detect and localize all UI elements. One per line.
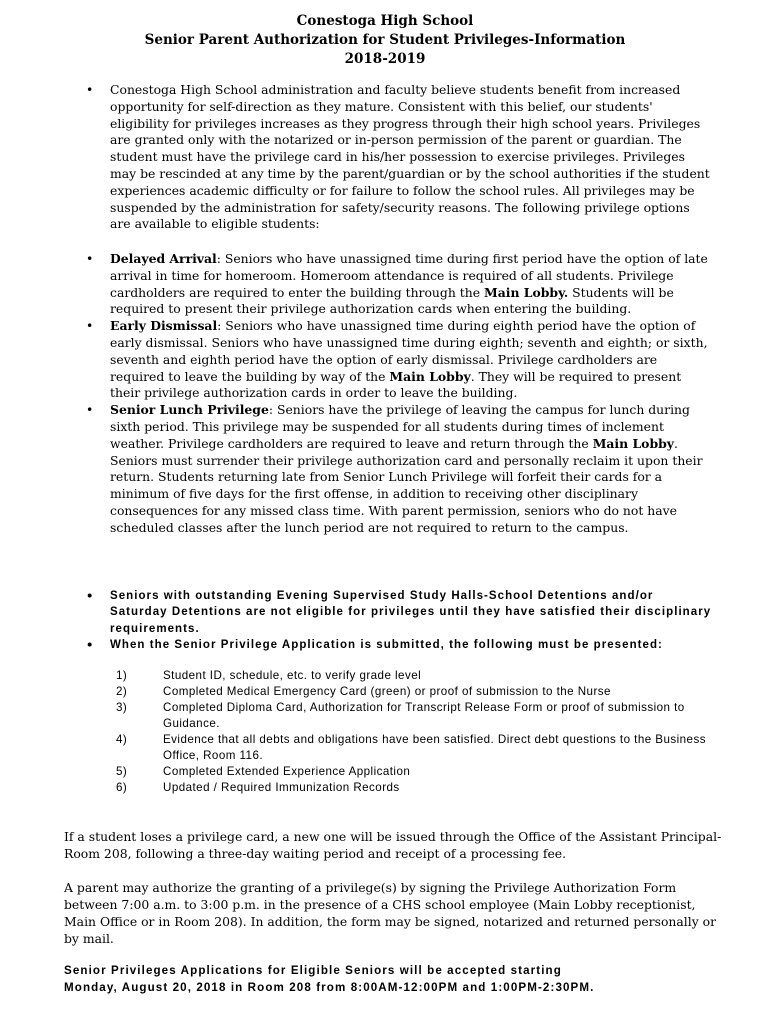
- requirement-number: 6): [116, 781, 128, 794]
- requirement-item: [0, 684, 770, 700]
- privilege-term: Senior Lunch Privilege: [110, 402, 269, 418]
- privilege-location: Main Lobby: [592, 435, 674, 451]
- notice-detentions: [0, 588, 770, 637]
- document-title: Senior Parent Authorization for Student Privileges-Information: [144, 32, 626, 48]
- privilege-text: Students will be required to present their privilege authorization cards when entering the building.: [110, 284, 674, 317]
- authorization-paragraph: A parent may authorize the granting of a privilege(s) by signing the Privilege Authorization Form between 7:00 a.m. to 3:00 p.m. in the presence of a CHS school employee (Main Lobby receptionist, Main Office or in Room 208). In addition, the form may be signed, notarized and returned personally or by mail.: [64, 880, 717, 946]
- requirement-number: 1): [116, 669, 128, 682]
- requirement-item: [0, 764, 770, 780]
- requirement-item: [0, 700, 770, 732]
- privilege-location: Main Lobby: [389, 368, 471, 384]
- notice-text: When the Senior Privilege Application is submitted, the following must be presented:: [110, 639, 663, 652]
- privilege-early-dismissal: [0, 318, 770, 402]
- application-dates-notice: [64, 962, 744, 996]
- privilege-term: Delayed Arrival: [110, 251, 217, 266]
- notice-text: Seniors with outstanding Evening Supervised Study Halls-School Detentions and/or Saturday Detentions are not eligible for privileges until they have satisfied their disciplinary requirements.: [110, 590, 712, 635]
- privilege-text: : Seniors have the privilege of leaving the campus for lunch during sixth period. This privilege may be suspended for all students during times of inclement weather. Privilege cardholders are required to leave and return through the: [110, 402, 690, 451]
- requirement-item: [0, 668, 770, 684]
- notice-application: [0, 637, 770, 653]
- school-year: 2018-2019: [344, 51, 426, 67]
- application-notice-line1: Senior Privileges Applications for Eligible Seniors will be accepted starting: [64, 964, 562, 977]
- requirement-text: Student ID, schedule, etc. to verify grade level: [163, 669, 422, 682]
- privilege-text: . Seniors must surrender their privilege authorization card and personally reclaim it upon their return. Students returning late from Senior Lunch Privilege will forfeit their cards for a minimum of five days for the first offense, in addition to receiving other disciplinary consequences for any missed class time. With parent permission, seniors who do not have scheduled classes after the lunch period are not required to return to the campus.: [110, 435, 703, 535]
- lost-card-paragraph: If a student loses a privilege card, a new one will be issued through the Office of the Assistant Principal-Room 208, following a three-day waiting period and receipt of a processing fee.: [64, 829, 722, 861]
- privilege-options-list: [0, 251, 770, 537]
- requirement-text: Evidence that all debts and obligations have been satisfied. Direct debt questions to the Business Office, Room 116.: [163, 733, 706, 762]
- requirement-item: [0, 732, 770, 764]
- requirement-text: Completed Medical Emergency Card (green) or proof of submission to the Nurse: [163, 685, 611, 698]
- requirement-number: 4): [116, 733, 128, 746]
- intro-list: [0, 82, 770, 233]
- school-name: Conestoga High School: [296, 13, 474, 29]
- requirements-list: [0, 668, 770, 796]
- bullet-icon: •: [86, 82, 94, 97]
- bullet-icon: •: [86, 251, 94, 266]
- requirement-text: Completed Diploma Card, Authorization for Transcript Release Form or proof of submission to Guidance.: [163, 701, 685, 730]
- intro-text: Conestoga High School administration and faculty believe students benefit from increased opportunity for self-direction as they mature. Consistent with this belief, our students' eligibility for privileges increases as they progress through their high school years. Privileges are granted only with the notarized or in-person permission of the parent or guardian. The student must have the privilege card in his/her possession to exercise privileges. Privileges may be rescinded at any time by the parent/guardian or by the school authorities if the student experiences academic difficulty or for failure to follow the school rules. All privileges may be suspended by the administration for safety/security reasons. The following privilege options are available to eligible students:: [110, 82, 710, 232]
- requirement-number: 5): [116, 765, 128, 778]
- requirement-text: Updated / Required Immunization Records: [163, 781, 400, 794]
- privilege-location: Main Lobby.: [484, 284, 569, 300]
- intro-bullet: [0, 82, 770, 233]
- requirement-number: 2): [116, 685, 128, 698]
- privilege-text: : Seniors who have unassigned time during eighth period have the option of early dismissal. Seniors who have unassigned time during eighth; seventh and eighth; or sixth, seventh and eighth period have the option of early dismissal. Privilege cardholders are required to leave the building by way of the: [110, 318, 708, 384]
- application-notice-line2: Monday, August 20, 2018 in Room 208 from 8:00AM-12:00PM and 1:00PM-2:30PM.: [64, 981, 595, 994]
- bullet-icon: •: [86, 638, 95, 653]
- privilege-delayed-arrival: [0, 251, 770, 318]
- privilege-senior-lunch: [0, 402, 770, 536]
- privilege-text: : Seniors who have unassigned time during first period have the option of late arrival in time for homeroom. Homeroom attendance is required of all students. Privilege cardholders are required to enter the building through the: [110, 251, 708, 300]
- requirement-number: 3): [116, 701, 128, 714]
- bullet-icon: •: [86, 318, 94, 334]
- bullet-icon: •: [86, 589, 95, 603]
- document-header: [0, 12, 770, 69]
- privilege-text: . They will be required to present their privilege authorization cards in order to leave the building.: [110, 368, 682, 401]
- privilege-term: Early Dismissal: [110, 318, 218, 334]
- requirement-item: [0, 780, 770, 796]
- requirement-text: Completed Extended Experience Application: [163, 765, 411, 778]
- notices-list: [0, 588, 770, 654]
- bullet-icon: •: [86, 402, 94, 418]
